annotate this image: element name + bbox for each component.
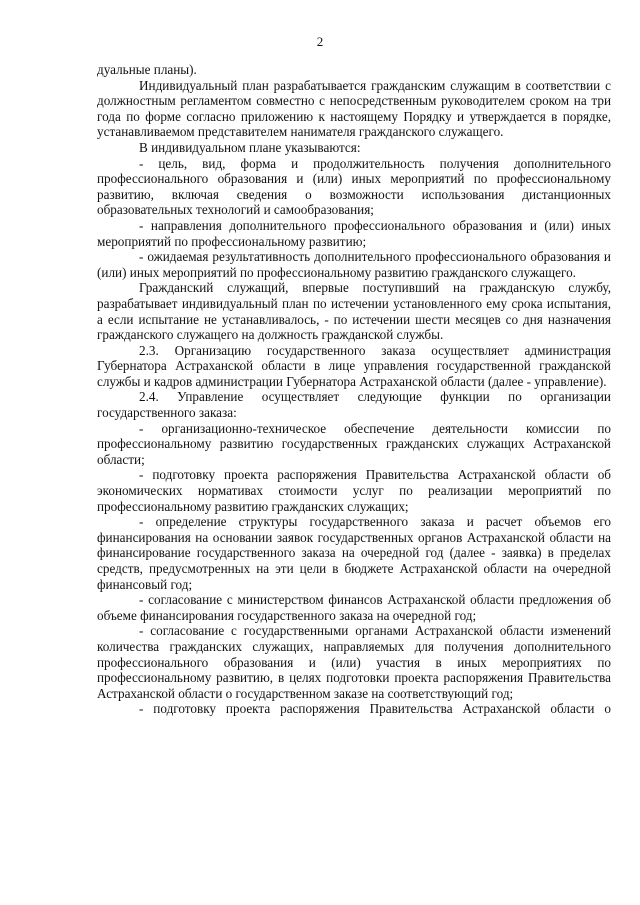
page-number: 2 xyxy=(316,34,324,49)
list-item-commission-support: - организационно-техническое обеспечение деятельности комиссии по профессиональному развитию государственных гражданских служащих Астраханской области; xyxy=(97,420,611,467)
list-item-order-draft: - подготовку проекта распоряжения Правительства Астраханской области о xyxy=(139,701,611,717)
list-item-finance-ministry: - согласование с министерством финансов Астраханской области предложения об объеме финансирования государственного заказа на очередной год; xyxy=(97,592,611,623)
paragraph-section-2-4: 2.4. Управление осуществляет следующие функции по организации государственного заказа: xyxy=(97,389,611,421)
paragraph-new-employee: Гражданский служащий, впервые поступивший на гражданскую службу, разрабатывает индивидуальный план по истечении установленного ему срока испытания, а если испытание не устанавливалось, - по истечении шести месяцев со дня назначения гражданского служащего на должность гражданской службы. xyxy=(97,280,611,343)
list-item-expected-results: - ожидаемая результативность дополнительного профессионального образования и (или) иных мероприятий по профессиональному развитию гражданского служащего. xyxy=(97,249,611,280)
paragraph-continuation: дуальные планы). xyxy=(97,62,197,77)
list-item-structure-financing: - определение структуры государственного заказа и расчет объемов его финансирования на основании заявок государственных органов Астраханской области на финансирование государственного заказа на очередной год (далее - заявка) в пределах средств, предусмотренных на эти цели в бюджете Астраханской области на очередной финансовый год; xyxy=(97,514,611,592)
list-item-goal: - цель, вид, форма и продолжительность получения дополнительного профессионального образования и (или) иных мероприятий по профессиональному развитию, включая сведения о возможности использования дистанционных образовательных технологий и самообразования; xyxy=(97,155,611,218)
list-item-agreement-changes: - согласование с государственными органами Астраханской области изменений количества гражданских служащих, направляемых для получения дополнительного профессионального образования и (или) участия в иных мероприятиях по профессиональному развитию, в целях подготовки проекта распоряжения Правительства Астраханской области о государственном заказе на соответствующий год; xyxy=(97,623,611,701)
document-body xyxy=(97,62,611,717)
list-item-directions: - направления дополнительного профессионального образования и (или) иных мероприятий по профессиональному развитию; xyxy=(97,217,611,249)
paragraph-individual-plan: Индивидуальный план разрабатывается гражданским служащим в соответствии с должностным регламентом совместно с непосредственным руководителем сроком на три года по форме согласно приложению к настоящему Порядку и утверждается в порядке, устанавливаемом представителем нанимателя гражданского служащего. xyxy=(97,77,611,140)
list-item-economic-norms: - подготовку проекта распоряжения Правительства Астраханской области об экономических нормативах стоимости услуг по реализации мероприятий по профессиональному развитию гражданских служащих; xyxy=(97,467,611,514)
paragraph-plan-contents-intro: В индивидуальном плане указываются: xyxy=(139,139,361,155)
paragraph-section-2-3: 2.3. Организацию государственного заказа осуществляет администрация Губернатора Астраханской области в лице управления государственной гражданской службы и кадров администрации Губернатора Астраханской области (далее - управление). xyxy=(97,342,611,389)
